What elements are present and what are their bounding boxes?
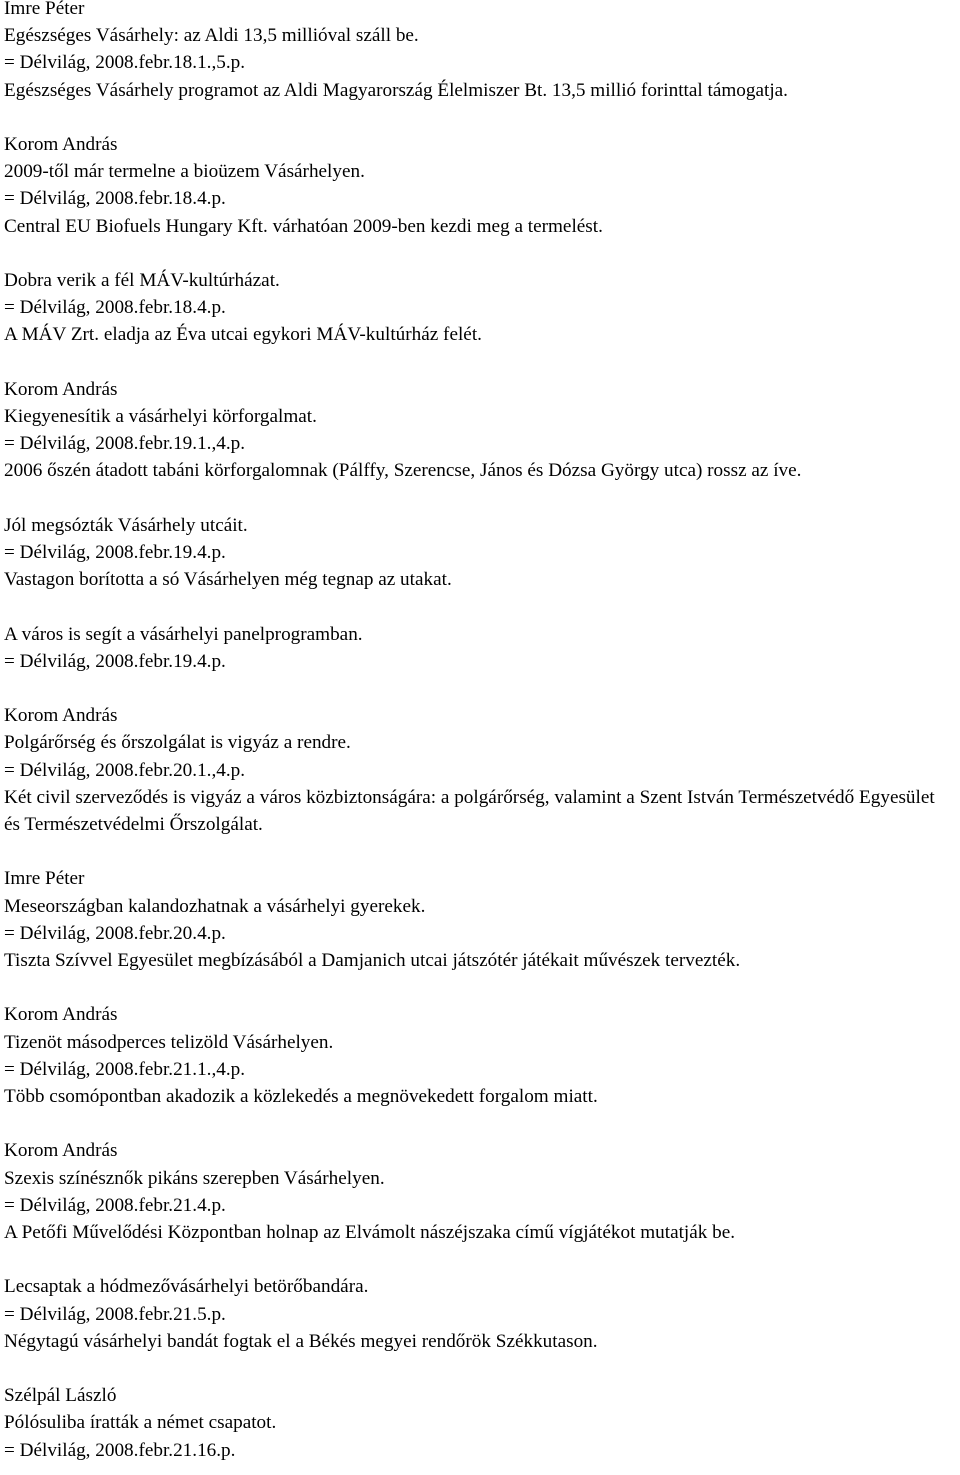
bibliography-entry [4, 621, 956, 675]
entry-title: Lecsaptak a hódmezővásárhelyi betörőbandára. [4, 1276, 369, 1298]
bibliography-entry [4, 1001, 956, 1110]
entry-summary: Tiszta Szívvel Egyesület megbízásából a Damjanich utcai játszótér játékait művészek tervezték. [4, 950, 741, 971]
bibliography-entry [4, 0, 956, 104]
entry-title: 2009-től már termelne a bioüzem Vásárhelyen. [4, 161, 365, 183]
entry-title: Szexis színésznők pikáns szerepben Vásárhelyen. [4, 1167, 385, 1189]
bibliography-entry [4, 702, 956, 838]
entry-source: = Délvilág, 2008.febr.21.1.,4.p. [4, 1058, 246, 1080]
entry-source: = Délvilág, 2008.febr.19.1.,4.p. [4, 433, 246, 455]
entry-author: Korom András [4, 1140, 118, 1162]
entry-summary: Vastagon borította a só Vásárhelyen még tegnap az utakat. [4, 569, 452, 591]
bibliography-entry [4, 376, 956, 485]
entry-summary: A Petőfi Művelődési Központban holnap az Elvámolt nászéjszaka című vígjátékot mutatják be. [4, 1222, 736, 1243]
entry-author: Imre Péter [4, 0, 85, 19]
entry-title: Polgárőrség és őrszolgálat is vigyáz a rendre. [4, 732, 351, 754]
entry-title: Egészséges Vásárhely: az Aldi 13,5 millióval száll be. [4, 25, 419, 47]
entry-source: = Délvilág, 2008.febr.21.4.p. [4, 1194, 226, 1216]
entry-author: Szélpál László [4, 1385, 117, 1407]
bibliography-entry [4, 512, 956, 594]
entry-title: Meseországban kalandozhatnak a vásárhelyi gyerekek. [4, 895, 426, 917]
entry-source: = Délvilág, 2008.febr.19.4.p. [4, 650, 226, 672]
entry-summary: 2006 őszén átadott tabáni körforgalomnak (Pálffy, Szerencse, János és Dózsa György utca) rossz az íve. [4, 460, 802, 482]
bibliography-entry [4, 1273, 956, 1355]
entry-source: = Délvilág, 2008.febr.21.5.p. [4, 1303, 226, 1325]
entry-author: Korom András [4, 378, 118, 400]
entry-title: Dobra verik a fél MÁV-kultúrházat. [4, 270, 280, 291]
bibliography-entry [4, 1382, 956, 1464]
entry-summary: Egészséges Vásárhely programot az Aldi Magyarország Élelmiszer Bt. 13,5 millió forinttal támogatja. [4, 79, 788, 101]
entry-title: Jól megsózták Vásárhely utcáit. [4, 514, 248, 536]
entry-source: = Délvilág, 2008.febr.20.4.p. [4, 922, 226, 944]
entry-author: Korom András [4, 705, 118, 727]
entry-title: Kiegyenesítik a vásárhelyi körforgalmat. [4, 406, 317, 427]
entry-author: Imre Péter [4, 868, 85, 890]
entry-summary: Két civil szerveződés is vigyáz a város közbiztonságára: a polgárőrség, valamint a Szent István Természetvédő Egyesület és Természetvédelmi Őrszolgálat. [4, 786, 935, 835]
entry-source: = Délvilág, 2008.febr.19.4.p. [4, 542, 226, 563]
entry-summary: Négytagú vásárhelyi bandát fogtak el a Békés megyei rendőrök Székkutason. [4, 1330, 598, 1352]
bibliography-document [4, 0, 956, 1464]
entry-source: = Délvilág, 2008.febr.21.16.p. [4, 1439, 236, 1461]
entry-summary: Több csomópontban akadozik a közlekedés a megnövekedett forgalom miatt. [4, 1086, 598, 1107]
bibliography-entry [4, 865, 956, 974]
entry-author: Korom András [4, 134, 118, 155]
entry-title: Tizenöt másodperces telizöld Vásárhelyen. [4, 1031, 334, 1053]
entry-source: = Délvilág, 2008.febr.18.4.p. [4, 188, 226, 210]
entry-author: Korom András [4, 1004, 118, 1026]
entry-source: = Délvilág, 2008.febr.20.1.,4.p. [4, 759, 246, 781]
entry-summary: A MÁV Zrt. eladja az Éva utcai egykori MÁV-kultúrház felét. [4, 324, 482, 346]
bibliography-entry [4, 1137, 956, 1246]
entry-source: = Délvilág, 2008.febr.18.4.p. [4, 297, 226, 319]
entry-title: Pólósuliba íratták a német csapatot. [4, 1412, 277, 1434]
entry-source: = Délvilág, 2008.febr.18.1.,5.p. [4, 52, 246, 74]
entry-summary: Central EU Biofuels Hungary Kft. várhatóan 2009-ben kezdi meg a termelést. [4, 215, 603, 237]
bibliography-entry [4, 131, 956, 240]
entry-title: A város is segít a vásárhelyi panelprogramban. [4, 623, 363, 645]
bibliography-entry [4, 267, 956, 349]
